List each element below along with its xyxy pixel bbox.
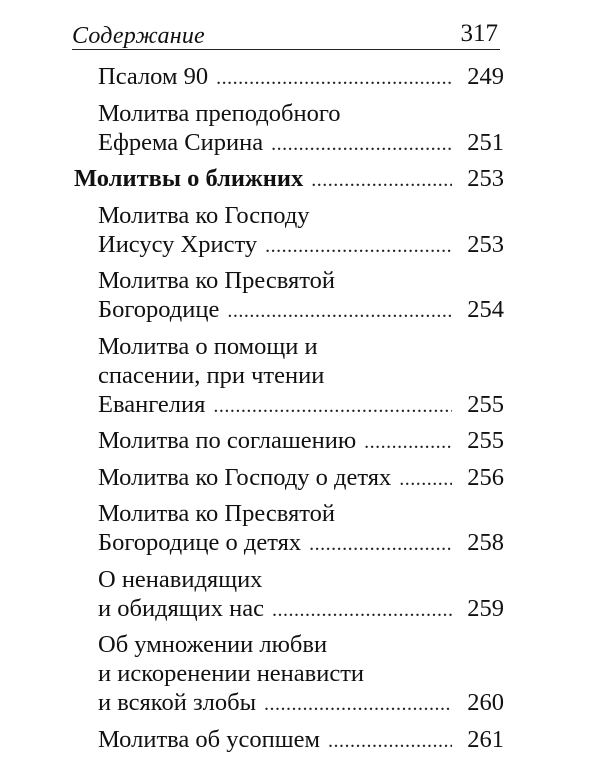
toc-entry-title-line: Молитва ко Пресвятой [98,500,335,527]
dot-leader [227,297,452,326]
dot-leader [264,690,452,719]
dot-leader [399,465,452,494]
toc-page-number: 258 [467,529,504,556]
toc-entry-title-line: Молитва об усопшем [98,725,320,753]
toc-entry [74,565,504,625]
toc-entry-last-line [98,725,504,756]
toc-entry-last-line [98,426,504,457]
toc-entry-title-line: Псалом 90 [98,63,209,90]
header-rule [72,49,500,50]
toc-entry-title-line: Молитва ко Господу [98,201,310,229]
toc-entry-title-line: Молитва преподобного [98,99,341,127]
toc-entry-last-line [98,390,504,421]
dot-leader [272,596,452,625]
toc-entry-last-line [98,463,504,494]
toc-page-number: 251 [467,128,504,156]
dot-leader [311,166,452,195]
toc-entry [74,332,504,421]
toc-entry-last-line [98,594,504,625]
toc-entry-title-line: Евангелия [98,390,206,418]
toc-page-number: 249 [467,63,504,90]
toc-entry-last-line [98,128,504,159]
toc-entry-last-line [98,688,504,719]
dot-leader [216,64,452,93]
toc-page-number: 256 [467,463,504,491]
toc-page-number: 261 [467,725,504,753]
toc-entry-title-line: и искоренении ненависти [98,660,365,687]
toc-entry-title-line: Молитва по соглашению [98,427,357,454]
dot-leader [271,130,452,159]
dot-leader [265,232,452,261]
dot-leader [213,392,452,421]
dot-leader [328,727,452,756]
dot-leader [309,530,452,559]
toc-page-number: 254 [467,296,504,323]
toc-page-number: 253 [467,165,504,192]
toc-entry-title-line: Молитва ко Господу о детях [98,463,392,491]
toc-entry [74,62,504,93]
running-header [72,14,498,48]
toc-entry-title-line: Богородице о детях [98,529,302,556]
toc-entry [74,426,504,457]
running-head-page-number: 317 [460,20,498,47]
toc-entry [74,463,504,494]
toc-page-number: 259 [467,594,504,622]
toc-entry-title-line: и всякой злобы [98,689,257,716]
toc-entry [74,499,504,559]
toc-entry-title-line: и обидящих нас [98,594,265,622]
dot-leader [364,428,452,457]
toc-entry-last-line [98,295,504,326]
toc-entry-title-line: Иисусу Христу [98,230,258,258]
toc-entry-last-line [74,164,504,195]
running-head-title: Содержание [72,23,205,49]
toc-entry-title-line: Богородице [98,296,220,323]
toc-entry [74,201,504,261]
toc-entry-last-line [98,62,504,93]
toc-entry-title-line: Молитва о помощи и [98,332,318,360]
toc-entry [74,266,504,326]
toc-section-heading [74,164,504,195]
toc-entry [74,630,504,719]
toc-entry-title-line: Молитва ко Пресвятой [98,267,335,294]
toc-entry-title-line: спасении, при чтении [98,361,325,389]
toc-entry-title-line: Молитвы о ближних [74,165,304,192]
toc-entry-title-line: Ефрема Сирина [98,128,264,156]
toc-entry-title-line: Об умножении любви [98,631,328,658]
toc-page-number: 260 [467,689,504,716]
toc-page-number: 253 [467,230,504,258]
table-of-contents [74,62,504,761]
toc-entry [74,725,504,756]
toc-page-number: 255 [467,390,504,418]
toc-page-number: 255 [467,427,504,454]
toc-entry-last-line [98,230,504,261]
toc-entry-last-line [98,528,504,559]
toc-entry [74,99,504,159]
toc-entry-title-line: О ненавидящих [98,565,263,593]
